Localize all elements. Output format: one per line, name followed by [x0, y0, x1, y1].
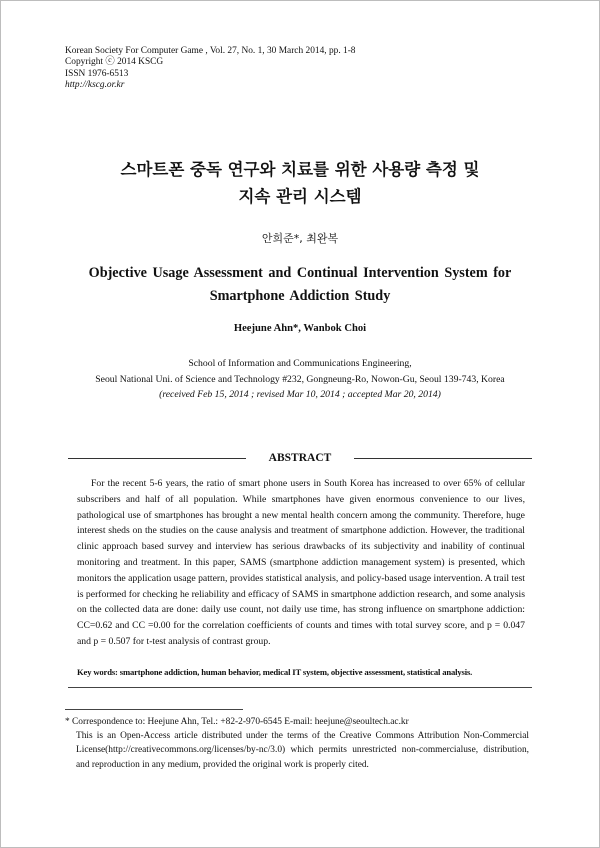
- affiliation-line-2: Seoul National Uni. of Science and Technology #232, Gongneung-Ro, Nowon-Gu, Seoul 139-743, Korea: [95, 373, 505, 385]
- correspondence-note: * Correspondence to: Heejune Ahn, Tel.: +82-2-970-6545 E-mail: heejune@seoultech.ac.kr: [65, 717, 409, 727]
- keywords: Key words: smartphone addiction, human behavior, medical IT system, objective assessment, statistical analysis.: [77, 667, 473, 677]
- english-title-line-1: Objective Usage Assessment and Continual Intervention System for: [88, 265, 512, 281]
- abstract-heading: ABSTRACT: [268, 452, 332, 464]
- journal-citation: Korean Society For Computer Game , Vol. 27, No. 1, 30 March 2014, pp. 1-8: [65, 46, 356, 56]
- abstract-body: For the recent 5-6 years, the ratio of smart phone users in South Korea has increased to over 65% of cellular subscribers and half of all population. While smartphones have given enormous convenience to our lives, pathological use of smartphones has brought a new mental health concern among the community. Therefore, huge interest sheds on the studies on the cause analysis and treatment of smartphone addiction. However, the traditional clinic approach based survey and interview has serious drawbacks of its subjectivity and inability of continual monitoring and treatment. In this paper, SAMS (smartphone addiction management system) is presented, which monitors the application usage pattern, provides statistical analysis, and policy-based usage intervention. A trail test is performed for checking he reliability and efficacy of SAMS in smartphone addiction research, and some analysis on the collected data are done: daily use count, not daily use time, has strong influence on smartphone addiction: CC=0.62 and CC =0.00 for the correlation coefficients of counts and times with total survey score, and p = 0.047 and p = 0.507 for t-test analysis of contrast group.: [77, 478, 525, 647]
- korean-title-line-2: 지속 관리 시스템: [238, 187, 362, 206]
- english-authors: Heejune Ahn*, Wanbok Choi: [233, 323, 367, 334]
- affiliation: [0, 356, 600, 403]
- affiliation-line-1: School of Information and Communications Engineering,: [188, 358, 412, 369]
- english-title: [0, 262, 600, 308]
- korean-title: [0, 156, 600, 210]
- keywords-divider: [68, 687, 532, 688]
- journal-url-link[interactable]: http://kscg.or.kr: [65, 80, 125, 91]
- abstract-rule-right: [354, 458, 532, 459]
- abstract-heading-row: [68, 451, 532, 465]
- footnote-rule: [65, 709, 243, 710]
- english-title-line-2: Smartphone Addiction Study: [209, 288, 391, 304]
- journal-header: [65, 46, 356, 92]
- copyright-line: Copyright ⓒ 2014 KSCG: [65, 57, 164, 68]
- korean-authors: 안희준*, 최완복: [261, 232, 339, 245]
- license-note: This is an Open-Access article distributed under the terms of the Creative Commons Attribution Non-Commercial License(http://creativecommons.org/licenses/by-nc/3.0) which permits unrestricted non-commercialuse, distribution, and reproduction in any medium, provided the original work is properly cited.: [76, 731, 529, 770]
- received-dates: (received Feb 15, 2014 ; revised Mar 10, 2014 ; accepted Mar 20, 2014): [159, 389, 441, 400]
- footnote: [65, 715, 529, 772]
- korean-title-line-1: 스마트폰 중독 연구와 치료를 위한 사용량 측정 및: [120, 160, 480, 179]
- issn-line: ISSN 1976-6513: [65, 68, 129, 79]
